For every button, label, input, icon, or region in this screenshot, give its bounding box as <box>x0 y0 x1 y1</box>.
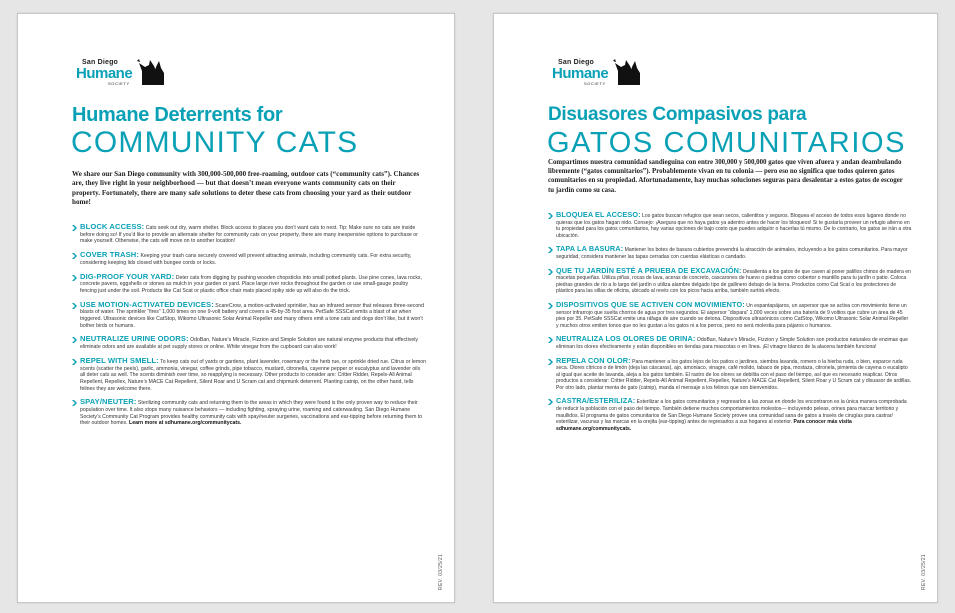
tip-text: Esterilizar a los gatos comunitarios y regresarlos a las zonas en donde los encontraron es la única manera comprobada de reducir la población con el paso del tiempo. También detiene muchos comportamientos molestos— incluyendo peleas, orines para marcar territorio y maullidos. El programa de gatos comunitarios de San Diego Humane Society provee una comunidad sana de gatos a través de cirugías para castrar/ esterilizar, vacunas y las marcas en la orejita (ear-tipping) antes de regresarlos a sus hogares al exterior. <box>556 399 907 426</box>
tip-heading: BLOQUEA EL ACCESO: <box>556 210 641 219</box>
revision-date: REV. 03/25/21 <box>921 554 927 590</box>
tip-text: Mantener los botes de basura cubiertos prevendrá la atracción de animales, incluyendo a los gatos comunitarios. Para mayor seguridad, considera mantener las tapas cerradas con cuerdas elásticas o candado. <box>556 247 908 260</box>
chevron-right-icon <box>548 247 553 253</box>
page-title-line2: COMMUNITY CATS <box>71 126 359 159</box>
sdhs-logo <box>72 57 192 89</box>
chevron-right-icon <box>72 359 77 365</box>
tip-item <box>548 336 912 350</box>
tip-heading: DISPOSITIVOS QUE SE ACTIVEN CON MOVIMIENTO: <box>556 299 745 309</box>
tip-heading: QUE TU JARDÍN ESTÉ A PRUEBA DE EXCAVACIÓN: <box>556 265 742 275</box>
tips-list <box>72 224 426 434</box>
english-flyer-page <box>17 13 455 603</box>
tip-item <box>72 224 426 245</box>
chevron-right-icon <box>72 225 77 231</box>
dog-cat-silhouette-icon <box>136 57 166 87</box>
tip-heading: DIG-PROOF YOUR YARD: <box>80 271 175 281</box>
logo-line3: SOCIETY <box>108 81 130 86</box>
tip-heading: SPAY/NEUTER: <box>80 397 137 407</box>
page-title-line2: GATOS COMUNITARIOS <box>547 127 907 159</box>
tip-heading: BLOCK ACCESS: <box>80 222 145 231</box>
tip-text: Para mantener a los gatos lejos de los patios o jardines, siembra lavanda, romero o la hierba ruda, o bien, esparce ruda seca. Olores cítricos o de limón (deja las cáscaras), ajo, amoniaco, vinagre, café molido, tabaco de pipa, mostaza, citronela, pimienta de cayena o eucalipto al igual que aceite de lavanda, aleja a los gatos también. El rastro de los olores se debilita con el paso del tiempo, así que es necesario reaplicar. Otros productos a considerar: Critter Ridder, Repels-All Animal Repellent, Repellex, Nature’s MACE Cat Repellent, Silent Roar y U Scram cat y disuasor de ardillas. Por otro lado, plantar menta de gato (catnip), manda el mensaje a los felinos que son bienvenidos. <box>556 358 912 391</box>
tip-heading: REPEL WITH SMELL: <box>80 355 159 365</box>
intro-paragraph: We share our San Diego community with 300,000-500,000 free-roaming, outdoor cats (“community cats”). Chances are, they live right in your neighborhood — but that doesn’t mean everyone wants community cats on their property. Fortunately, there are many safe solutions to deter these cats from choosing your yard as their outdoor home! <box>72 170 420 207</box>
tip-item <box>548 265 912 295</box>
chevron-right-icon <box>72 400 77 406</box>
tip-item <box>548 246 912 260</box>
tip-text: Los gatos buscan refugios que sean secos, calientitos y seguros. Bloquea el acceso de todos esos lugares donde no quieras que los gatos hagan nido. Consejo: ¡Asegura que no haya gatos ya adentro antes de hacer los bloqueos! Si te gustaría proveer un refugio alterno en tu propiedad para los gatos comunitarios, hay varias opciones de bajo costo que puedes adquirir o hacerlas tú mismo. De lo contrario, los gatos se irán a otra ubicación. <box>556 213 912 239</box>
logo-line2: Humane <box>76 65 133 82</box>
tip-item <box>72 299 426 330</box>
page-title-line1: Disuasores Compasivos para <box>548 104 807 125</box>
logo-line2: Humane <box>552 65 609 82</box>
chevron-right-icon <box>548 337 553 343</box>
chevron-right-icon <box>548 303 553 309</box>
tip-text: Keeping your trash cans securely covered will prevent attracting animals, including community cats. For extra security, considering keeping lids closed with bungee cords or locks. <box>80 253 412 266</box>
sdhs-logo <box>548 57 668 89</box>
chevron-right-icon <box>72 337 77 343</box>
tip-item <box>72 336 426 350</box>
learn-more-link[interactable]: Para conocer más visita sdhumane.org/communitycats. <box>556 419 852 432</box>
spanish-flyer-page <box>493 13 938 603</box>
logo-line1: San Diego <box>558 59 595 66</box>
page-title-line1: Humane Deterrents for <box>72 104 283 126</box>
logo-wordmark <box>552 59 608 86</box>
tip-text: To keep cats out of yards or gardens, plant lavender, rosemary or the herb rue, or sprinkle dried rue. Citrus or lemon scents (scatter the peels), garlic, ammonia, vinegar, coffee grinds, pipe tobacco, mustard, citronella, cayenne pepper or eucalyptus and lavender oils all deter cats as well. The scents diminish over time, so reapplying is necessary. Other products to consider are: Critter Ridder, Repels-All Animal Repellent, Repellex, Nature’s MACE Cat Repellent, Silent Roar and U Scram cat and chipmunk deterrent. Planting catnip, on the other hand, tells felines they are welcome there. <box>80 358 426 392</box>
tip-item <box>548 299 912 329</box>
logo-line1: San Diego <box>82 59 119 66</box>
tip-item <box>72 252 426 266</box>
revision-date: REV. 03/25/21 <box>438 554 444 590</box>
tip-item <box>72 355 426 393</box>
tip-item <box>548 212 912 239</box>
tip-text: OdoBan, Nature’s Miracle, Fizzion y Simple Solution son productos naturales de enzimas que eliminan los olores efectivamente y están disponibles en tiendas para mascotas o en línea. ¡El vinagre blanco de la alacena también funciona! <box>556 337 908 350</box>
chevron-right-icon <box>548 399 553 405</box>
tip-text: Deter cats from digging by pushing wooden chopsticks into small potted plants. Use pine cones, lava rocks, concrete pavers, eggshells or stones as mulch in your garden or yard. Place large river rocks throughout the garden or use small-gauge poultry fencing just under the soil. Products like Cat Scat or plastic office chair mats placed spiky side up will also do the trick. <box>80 274 422 294</box>
learn-more-link[interactable]: Learn more at sdhumane.org/communitycats. <box>129 420 242 427</box>
tip-heading: CASTRA/ESTERILIZA: <box>556 396 636 406</box>
tips-list <box>548 212 912 439</box>
chevron-right-icon <box>72 303 77 309</box>
tip-text: Sterilizing community cats and returning them to the areas in which they were found is the only proven way to reduce their population over time. It also stops many nuisance behaviors — including fighting, spraying urine, roaming and caterwauling. San Diego Humane Society’s Community Cat Program provides healthy community cats with spay/neuter surgeries, vaccinations and ear-tipping before returning them to their outdoor homes. <box>80 400 423 427</box>
intro-paragraph: Compartimos nuestra comunidad sandieguina con entre 300,000 y 500,000 gatos que viven afuera y andan deambulando libremente (“gatos comunitarios”). Probablemente vivan en tu colonia — pero eso no significa que todos quieren gatos comunitarios en su propiedad. Afortunadamente, hay muchas soluciones seguras para desalentar a estos gatos de escoger tu jardín como su casa. <box>548 159 903 194</box>
chevron-right-icon <box>548 359 553 365</box>
tip-heading: NEUTRALIZE URINE ODORS: <box>80 334 189 344</box>
logo-wordmark <box>76 59 132 86</box>
tip-heading: USE MOTION-ACTIVATED DEVICES: <box>80 299 214 309</box>
tip-text: OdoBan, Nature’s Miracle, Fizzion and Simple Solution are natural enzyme products that effectively eliminate odors and are available at pet supply stores or online. White vinegar from the cupboard can also work! <box>80 337 418 351</box>
tip-heading: REPELA CON OLOR: <box>556 355 631 365</box>
tip-heading: NEUTRALIZA LOS OLORES DE ORINA: <box>556 334 696 344</box>
tip-item <box>548 355 912 392</box>
chevron-right-icon <box>548 213 553 219</box>
chevron-right-icon <box>72 253 77 259</box>
dog-cat-silhouette-icon <box>612 57 642 87</box>
logo-line3: SOCIETY <box>584 81 606 86</box>
tip-item <box>72 271 426 295</box>
tip-text: Desalienta a los gatos de que caven al poner palillos chinos de madera en macetas pequeñas. Utiliza piñas, rocas de lava, aceras de concreto, cascarones de huevo o piedras como cobertor o mantillo para tu jardín o patio. Coloca piedras grandes de río a lo largo del jardín o utiliza alambre delgado tipo de gallinero debajo de la tierra. Productos como Cat Scat o los protectores de plástico para las sillas de oficina, ubicado al revés con los picos hacia arriba, también surtirá efecto. <box>556 268 911 295</box>
tip-text: Cats seek out dry, warm shelter. Block access to places you don’t want cats to nest. Tip: Make sure no cats are inside before doing so! If you’d like to provide an alternate shelter for community cats on your property, there are many inexpensive options to purchase or make yourself. Otherwise, the cats will move on to another location! <box>80 225 418 245</box>
tip-heading: COVER TRASH: <box>80 250 139 260</box>
chevron-right-icon <box>548 269 553 275</box>
tip-item <box>72 399 426 427</box>
tip-text: ScareCrow, a motion-activated sprinkler, has an infrared sensor that releases three-second blasts of water. The sprinkler “fires” 1,000 times on one 9-volt battery and covers a 45-by-35 foot area. PetSafe SSSCat emits a blast of air when triggered. Ultrasonic devices like CatStop, Wikomo Ultrasonic Solar Animal Repeller and many others emit a tone cats and dogs don’t like, but it won’t bother birds or humans. <box>80 302 425 329</box>
chevron-right-icon <box>72 275 77 281</box>
tip-heading: TAPA LA BASURA: <box>556 244 624 254</box>
tip-item <box>548 398 912 432</box>
tip-text: Un espantapájaros, un aspersor que se activa con movimiento tiene un sensor infrarrojo que suelta chorros de agua por tres segundos. El aspersor “dispara” 1,000 veces sobre una batería de 9 voltios que cubre un área de 45 pies por 35. PetSafe SSSCat emite una ráfaga de aire cuando se detona. Dispositivos ultrasónicos como CatStop, Wikomo Ultrasonic Solar Animal Repeller y muchos otros emiten tonos que no les gustan a los gatos ni a los perros, pero no será molestia para pájaros o humanos. <box>556 302 909 329</box>
